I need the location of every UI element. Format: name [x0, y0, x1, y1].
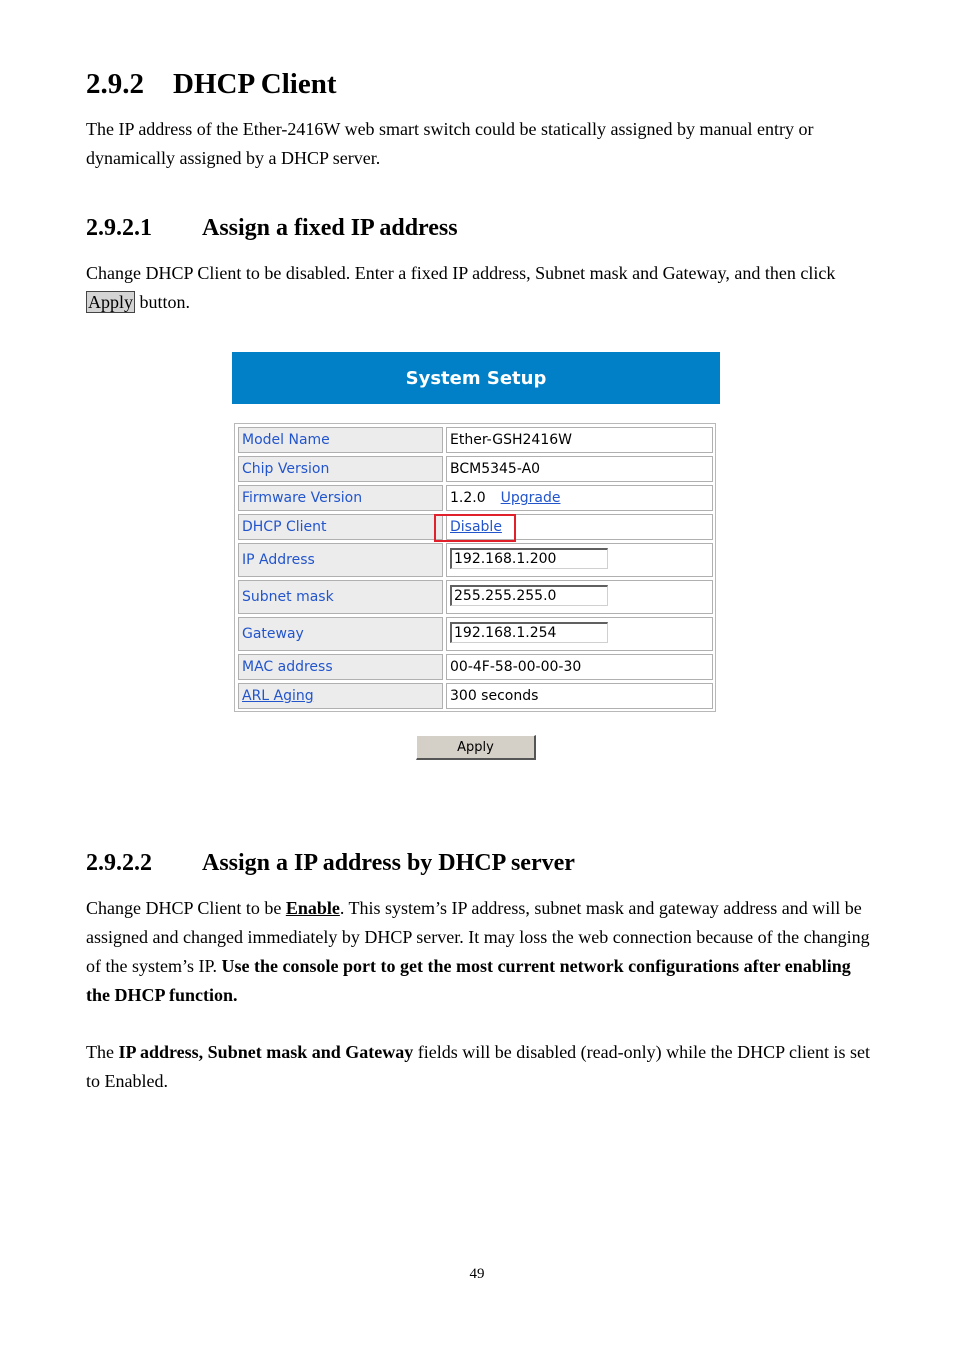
mac-address-label: MAC address	[238, 654, 443, 680]
arl-aging-link[interactable]: ARL Aging	[242, 688, 314, 704]
subnet-mask-label: Subnet mask	[238, 580, 443, 614]
paragraph-text: button.	[135, 292, 191, 312]
mac-address-value: 00-4F-58-00-00-30	[446, 654, 713, 680]
subsection-title: Assign a IP address by DHCP server	[202, 850, 575, 876]
firmware-version-cell	[446, 485, 713, 511]
model-name-value: Ether-GSH2416W	[446, 427, 713, 453]
dhcp-server-paragraph	[86, 894, 876, 1010]
fixed-ip-paragraph	[86, 259, 876, 317]
arl-aging-label	[238, 683, 443, 709]
section-number: 2.9.2	[86, 68, 144, 100]
ip-address-label: IP Address	[238, 543, 443, 577]
paragraph-text: fields will be disabled (read-only) while the DHCP client is set to Enabled.	[86, 1042, 870, 1091]
model-name-label: Model Name	[238, 427, 443, 453]
dhcp-disable-link[interactable]: Disable	[450, 519, 502, 535]
apply-inline-label: Apply	[88, 292, 133, 312]
section-title: DHCP Client	[173, 68, 337, 100]
firmware-version-label: Firmware Version	[238, 485, 443, 511]
paragraph-text: . This system’s IP address, subnet mask and gateway address and will be assigned and changed immediately by DHCP server. It may loss the web connection because of the changing of the system’s IP.	[86, 898, 870, 976]
subsection-number: 2.9.2.1	[86, 215, 152, 241]
readonly-note-paragraph	[86, 1038, 876, 1096]
paragraph-text: Change DHCP Client to be disabled. Enter a fixed IP address, Subnet mask and Gateway, and then click	[86, 263, 836, 283]
enable-term: Enable	[285, 898, 340, 918]
gateway-input[interactable]	[450, 622, 608, 643]
upgrade-link[interactable]: Upgrade	[500, 490, 561, 506]
highlight-box	[434, 514, 516, 542]
subsection-heading-2-9-2-1	[86, 215, 458, 242]
paragraph-text: Change DHCP Client to be	[86, 898, 286, 918]
console-note: Use the console port to get the most current network configurations after enabling the DHCP function.	[86, 956, 851, 1005]
subsection-heading-2-9-2-2	[86, 850, 575, 877]
intro-paragraph: The IP address of the Ether-2416W web smart switch could be statically assigned by manual entry or dynamically assigned by a DHCP server.	[86, 119, 814, 168]
apply-button[interactable]: Apply	[416, 735, 536, 760]
arl-aging-value: 300 seconds	[446, 683, 713, 709]
firmware-version-value: 1.2.0	[450, 490, 486, 506]
subsection-number: 2.9.2.2	[86, 850, 152, 876]
ip-address-input[interactable]	[450, 548, 608, 569]
paragraph-text: The	[86, 1042, 119, 1062]
subsection-title: Assign a fixed IP address	[202, 215, 458, 241]
chip-version-label: Chip Version	[238, 456, 443, 482]
gateway-label: Gateway	[238, 617, 443, 651]
page-number: 49	[469, 1266, 485, 1282]
subnet-mask-input[interactable]	[450, 585, 608, 606]
system-setup-banner: System Setup	[232, 352, 720, 404]
chip-version-value: BCM5345-A0	[446, 456, 713, 482]
fields-term: IP address, Subnet mask and Gateway	[118, 1042, 414, 1062]
section-heading-2-9-2	[86, 68, 337, 101]
dhcp-client-label: DHCP Client	[238, 514, 443, 540]
